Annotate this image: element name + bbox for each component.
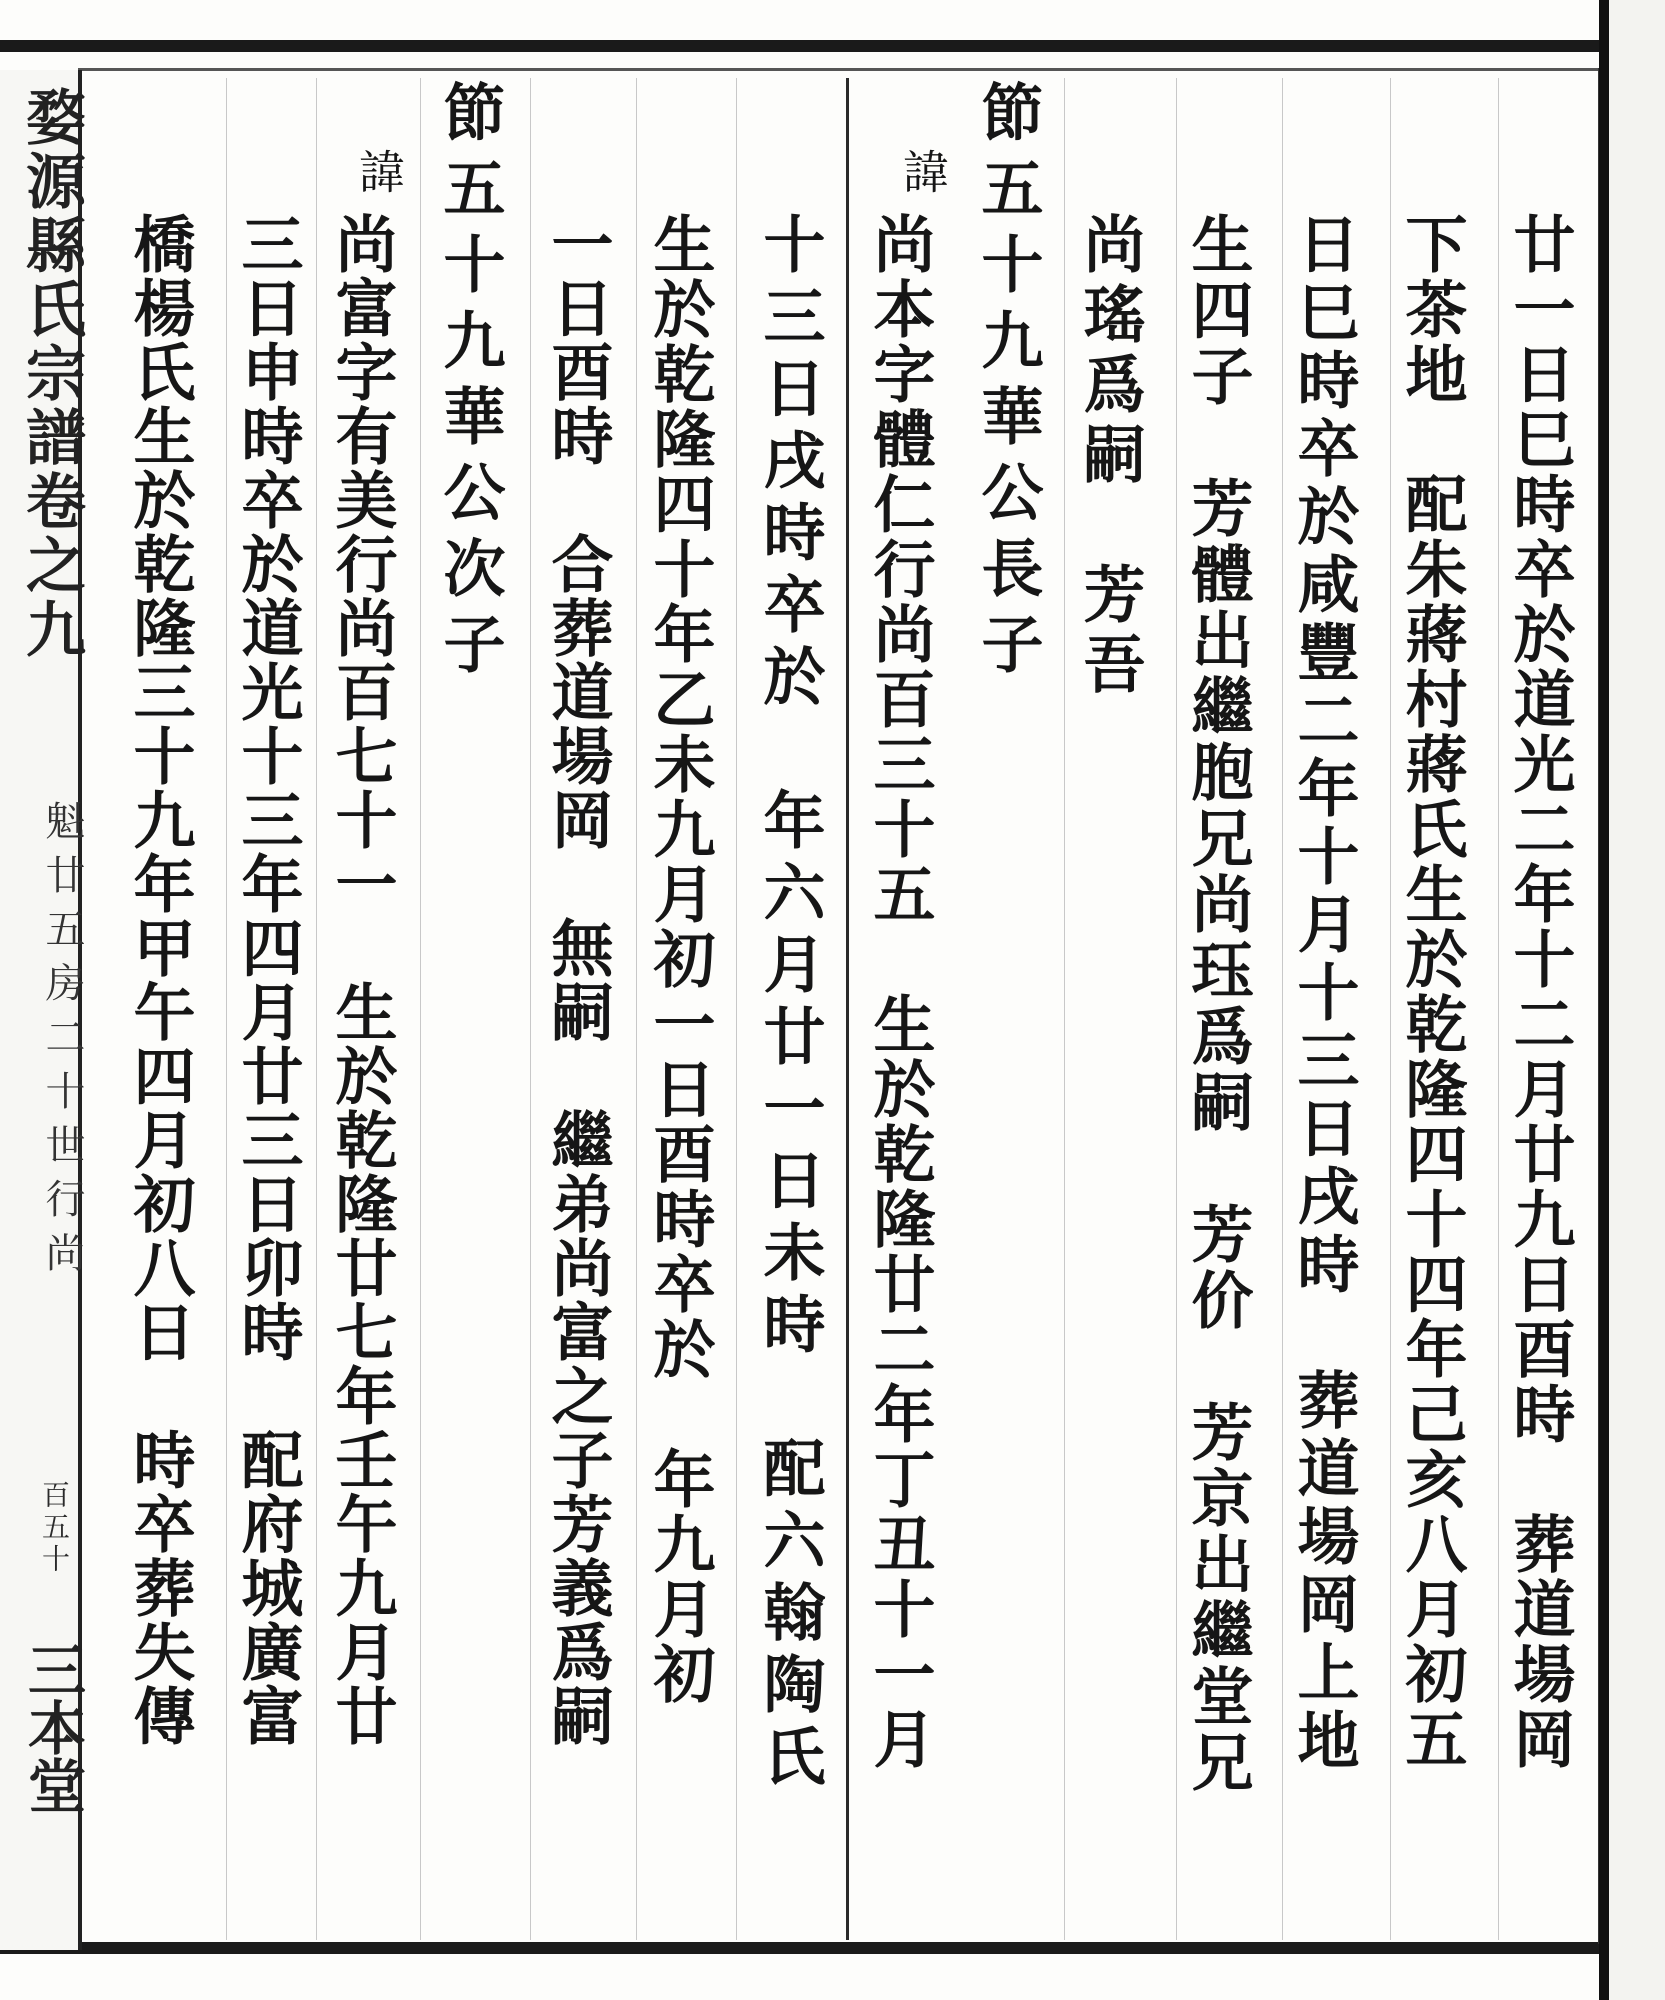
margin-page-note: 百五十 [38, 1480, 71, 1576]
column-divider [1282, 78, 1283, 1940]
column-divider [316, 78, 317, 1940]
center-fold-divider [846, 78, 849, 1940]
text-column-16: 橋楊氏生於乾隆三十九年甲午四月初八日 時卒葬失傳 [123, 212, 196, 1748]
taboo-name-mark-1: 諱 [896, 148, 950, 202]
text-column-9: 十三日戌時卒於 年六月廿一日未時 配六翰陶氏 [753, 212, 826, 1796]
text-column-2: 下茶地 配朱蔣村蔣氏生於乾隆四十四年己亥八月初五 [1395, 212, 1468, 1772]
lineage-heading-2: 節五十九華公次子 [433, 80, 506, 688]
text-column-10: 生於乾隆四十年乙未九月初一日酉時卒於 年九月初 [643, 212, 716, 1707]
column-divider [420, 78, 421, 1940]
lineage-heading-1: 節五十九華公長子 [971, 80, 1044, 688]
top-border [0, 40, 1620, 52]
text-column-11: 一日酉時 合葬道場岡 無嗣 繼弟尚富之子芳義爲嗣 [541, 212, 614, 1748]
text-column-8: 尚本字體仁行尚百三十五 生於乾隆廿二年丁丑十一月 [863, 212, 936, 1772]
top-inner-border [78, 68, 1603, 71]
text-column-1: 廿一日巳時卒於道光二年十二月廿九日酉時 葬道場岡 [1503, 212, 1576, 1772]
column-divider [1176, 78, 1177, 1940]
text-column-15: 三日申時卒於道光十三年四月廿三日卯時 配府城廣富 [231, 212, 304, 1748]
margin-title: 婺源縣氏宗譜卷之九 [16, 86, 86, 662]
bottom-border [0, 1942, 1620, 1954]
text-column-4: 生四子 芳體出繼胞兄尚珏爲嗣 芳价 芳京出繼堂兄 [1181, 212, 1254, 1796]
text-column-5: 尚瑤爲嗣 芳吾 [1073, 212, 1146, 702]
column-divider [226, 78, 227, 1940]
page-edge [1599, 0, 1665, 2000]
taboo-name-mark-2: 諱 [352, 148, 406, 202]
column-divider [530, 78, 531, 1940]
text-column-14: 尚富字有美行尚百七十一 生於乾隆廿七年壬午九月廿 [325, 212, 398, 1748]
column-divider [736, 78, 737, 1940]
column-divider [1498, 78, 1499, 1940]
margin-hall-name: 三本堂 [18, 1640, 86, 1814]
column-divider [1064, 78, 1065, 1940]
column-divider [1390, 78, 1391, 1940]
column-divider [636, 78, 637, 1940]
margin-section-label: 魁廿五房二十世行尚 [39, 800, 85, 1286]
text-column-3: 日巳時卒於咸豐二年十月十三日戌時 葬道場岡上地 [1287, 212, 1360, 1776]
